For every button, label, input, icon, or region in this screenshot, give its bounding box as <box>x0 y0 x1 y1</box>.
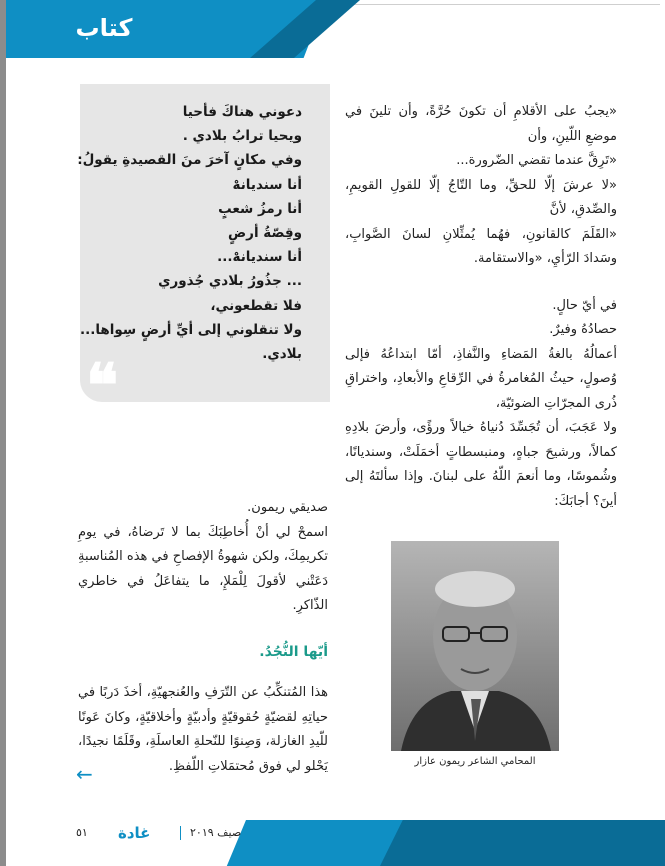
paragraph: صديقي ريمون. <box>247 500 328 515</box>
subheading: أيّها النُّجُدُ. <box>259 644 328 660</box>
left-edge-stripe <box>0 0 6 866</box>
footer-divider <box>180 826 181 840</box>
paragraph: «لا عرشَ إلّا للحقِّ، وما التّاجُ إلّا للقولِ القويمِ، والصِّدقِ، لأنَّ <box>345 177 617 217</box>
paragraph: اسمحْ لي أنْ أُخاطِبَكَ بما لا تَرضاهُ، في يومِ تكريمِكَ، ولكن شهوةُ الإفصاحِ في هذه المُناسبةِ دَعَتْني لأقولَ لِلْمَلإِ، ما يتفاعَلُ في خاطري الذّاكرِ. <box>78 524 328 613</box>
portrait-illustration <box>391 541 559 751</box>
paragraph: ولا عَجَبَ، أن تُجَسِّدَ دُنياهُ خيالاً ورؤًى، وأرضَ بلادِهِ كمالاً، ورشيحَ جباهٍ، ومنبسطاتٍ أخمَلَتْ، وسنديانًا، وشُموسًا، وما أنعمَ اللّهُ على لبنانَ. وإذا سألتَهُ إلى أينَ؟ أجابَكَ: <box>345 420 617 509</box>
poem-line: ويحيا ترابُ بلادي . <box>182 128 302 145</box>
paragraph: في أيّ حالٍ. <box>552 297 617 313</box>
footer-band-accent <box>380 820 665 866</box>
paragraph: أعمالُهُ بالغةُ المَضاءِ والنَّفاذِ، أمّا ابتداعُهُ فإلى وُصولٍ، حيثُ المُغامرةُ في الرِّقاعِ والأبعادِ، واختراقِ ذُرى المجرّاتِ الضوئيّة، <box>345 346 617 411</box>
top-rule <box>330 4 660 5</box>
quote-mark-icon: ❝ <box>86 351 119 421</box>
poem-line: فلا تقطعوني، <box>210 297 302 314</box>
issue-label: صيف ٢٠١٩ <box>190 826 242 839</box>
right-column-text <box>345 100 617 514</box>
poem-line: أنا رمزُ شعبٍ <box>218 200 302 217</box>
poem-line: أنا سنديانهْ <box>232 176 302 193</box>
continue-arrow-icon[interactable]: ← <box>76 762 93 786</box>
poem-line: ... جذُورُ بلادي جُذوري <box>158 273 302 290</box>
poem-excerpt <box>77 100 302 366</box>
page-number: ٥١ <box>76 826 88 839</box>
paragraph: «القَلَمَ كالقانونِ، فهُما يُمثِّلانِ لسانَ الصَّوابِ، وسَدادَ الرّأيِ، «والاستقامة. <box>345 226 617 266</box>
photo-caption: المحامي الشاعر ريمون عازار <box>414 756 536 767</box>
left-column-text <box>78 496 328 619</box>
poem-line: دعوني هناكَ فأحيا <box>182 104 302 120</box>
paragraph: هذا المُتنكِّبُ عن التّرَفِ والعُنجهيّةِ، أخذَ دَربًا في حياتِهِ لقضيّةٍ حُقوقيّةٍ وأدبيّةٍ وأخلاقيّةٍ، وكانَ عَونًا للّيدِ الغازلة، وَصِنوًا للنّحلةِ العاسلَةِ، وقَلَمًا نجيدًا، يَحْلو لي فوق مُحتمَلاتِ اللّفظِ. <box>78 685 328 774</box>
left-column-text-2 <box>78 668 328 792</box>
poem-line: ولا تنقلوني إلى أيِّ أرضٍ سِواها... <box>79 321 302 338</box>
section-title: كتاب <box>75 14 133 42</box>
magazine-logo: غادة <box>118 824 151 842</box>
paragraph: «يجبُ على الأقلامِ أن تكونَ حُرَّةً، وأن تلينَ في موضعِ اللّينِ، وأن <box>345 104 617 144</box>
portrait-photo <box>391 541 559 751</box>
paragraph: «تَرِقَّ عندما تقضي الضّرورة... <box>456 153 617 168</box>
poem-line: وفي مكانٍ آخرَ منَ القصيدةِ يقولُ: <box>77 152 302 169</box>
poem-line: بلادي. <box>262 346 302 363</box>
poem-line: وقِصّةُ أرضٍ <box>228 225 302 242</box>
poem-line: أنا سنديانهْ... <box>217 249 302 266</box>
paragraph: حصادُهُ وفيرٌ. <box>549 322 617 337</box>
